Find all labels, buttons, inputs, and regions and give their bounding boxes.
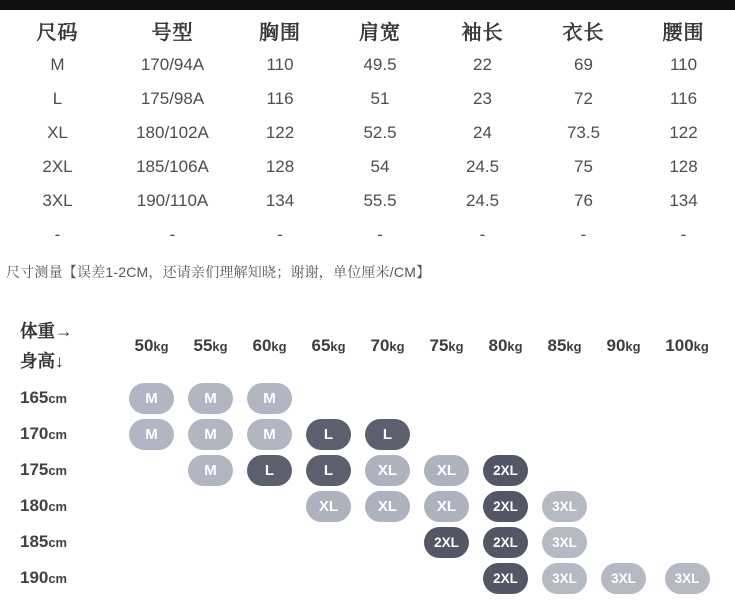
matrix-cell xyxy=(535,488,594,524)
size-table-cell: 134 xyxy=(669,191,698,210)
size-badge: 3XL xyxy=(542,491,587,522)
height-weight-matrix xyxy=(0,312,735,596)
size-table-cell: 73.5 xyxy=(566,123,601,142)
size-table-header-cell: 胸围 xyxy=(259,21,301,44)
matrix-cell xyxy=(535,416,594,452)
size-table-cell: 72 xyxy=(574,89,593,108)
matrix-cell xyxy=(417,524,476,560)
size-badge: M xyxy=(247,419,292,450)
size-badge: L xyxy=(365,419,410,450)
size-table-cell: M xyxy=(50,55,65,74)
weight-header-label: 50 kg xyxy=(134,336,169,355)
measurement-note: 尺寸测量【误差1-2CM，还请亲们理解知晓；谢谢，单位厘米/CM】 xyxy=(6,264,431,280)
size-table-cell: 116 xyxy=(266,89,294,108)
size-table-cell: 69 xyxy=(574,55,593,74)
matrix-cell xyxy=(653,416,721,452)
matrix-cell xyxy=(417,380,476,416)
size-table-header-cell: 尺码 xyxy=(36,21,79,44)
matrix-cell xyxy=(181,416,240,452)
matrix-cell xyxy=(417,488,476,524)
size-table-cell: 76 xyxy=(574,191,593,210)
corner-height-label: 身高↓ xyxy=(20,351,64,371)
size-table-header-cell: 衣长 xyxy=(562,21,605,44)
size-badge: 2XL xyxy=(483,527,528,558)
matrix-cell xyxy=(594,488,653,524)
matrix-cell xyxy=(299,380,358,416)
size-table-cell: 190/110A xyxy=(136,191,209,210)
weight-header-label: 55 kg xyxy=(193,336,228,355)
matrix-cell xyxy=(476,452,535,488)
size-table-cell: 55.5 xyxy=(363,191,397,210)
height-row-label: 170 cm xyxy=(20,424,68,443)
size-table-cell: 175/98A xyxy=(140,89,205,108)
size-badge: 2XL xyxy=(483,455,528,486)
matrix-cell xyxy=(299,524,358,560)
size-table-cell: - xyxy=(54,225,61,244)
size-table-cell: 52.5 xyxy=(363,123,397,142)
matrix-cell xyxy=(476,524,535,560)
matrix-cell xyxy=(240,380,299,416)
size-table-cell: - xyxy=(580,225,587,244)
size-table-header-cell: 号型 xyxy=(151,21,194,44)
size-badge: M xyxy=(188,419,233,450)
size-badge: 2XL xyxy=(483,491,528,522)
size-table-row xyxy=(0,150,735,184)
size-table-cell: 24.5 xyxy=(465,191,500,210)
matrix-cell xyxy=(594,452,653,488)
weight-header-label: 90 kg xyxy=(606,336,641,355)
size-badge: L xyxy=(306,419,351,450)
matrix-cell xyxy=(181,488,240,524)
matrix-cell xyxy=(653,452,721,488)
size-badge: 2XL xyxy=(424,527,469,558)
matrix-cell xyxy=(358,416,417,452)
matrix-cell xyxy=(594,380,653,416)
matrix-cell xyxy=(653,560,721,596)
size-table-cell: 22 xyxy=(473,55,492,74)
size-table-cell: 122 xyxy=(669,123,698,142)
size-table-cell: - xyxy=(277,225,283,244)
matrix-cell xyxy=(122,380,181,416)
size-badge: XL xyxy=(365,491,410,522)
size-table-cell: - xyxy=(479,225,486,244)
matrix-cell xyxy=(299,416,358,452)
size-table-cell: 110 xyxy=(266,55,294,74)
matrix-cell xyxy=(240,524,299,560)
size-table-cell: 116 xyxy=(669,89,698,108)
size-table-body xyxy=(0,48,735,252)
size-table-cell: 170/94A xyxy=(140,55,205,74)
size-table-cell: 54 xyxy=(370,157,390,176)
matrix-cell xyxy=(417,452,476,488)
size-badge: M xyxy=(129,419,174,450)
height-row-label: 190 cm xyxy=(20,568,68,587)
size-table-cell: 134 xyxy=(265,191,295,210)
size-badge: XL xyxy=(365,455,410,486)
size-table xyxy=(0,12,735,252)
weight-header-label: 65 kg xyxy=(311,336,346,355)
matrix-cell xyxy=(122,416,181,452)
size-badge: 2XL xyxy=(483,563,528,594)
matrix-cell xyxy=(122,488,181,524)
size-table-header-cell: 肩宽 xyxy=(359,21,401,44)
size-badge: L xyxy=(247,455,292,486)
size-table-cell: - xyxy=(680,225,687,244)
weight-header-label: 85 kg xyxy=(547,336,582,355)
size-badge: 3XL xyxy=(542,563,587,594)
size-table-row xyxy=(0,116,735,150)
matrix-cell xyxy=(653,524,721,560)
size-table-row xyxy=(0,184,735,218)
matrix-cell xyxy=(653,488,721,524)
size-badge: 3XL xyxy=(665,563,710,594)
matrix-cell xyxy=(240,452,299,488)
size-badge: L xyxy=(306,455,351,486)
matrix-cell xyxy=(299,488,358,524)
size-table-row xyxy=(0,48,735,82)
matrix-cell xyxy=(122,560,181,596)
size-table-cell: L xyxy=(52,89,63,108)
matrix-cell xyxy=(358,560,417,596)
matrix-cell xyxy=(535,380,594,416)
size-table-header-cell: 袖长 xyxy=(461,21,504,44)
height-row-label: 175 cm xyxy=(20,460,68,479)
matrix-cell xyxy=(240,416,299,452)
size-table-cell: 128 xyxy=(669,157,698,176)
matrix-cell xyxy=(358,524,417,560)
weight-header-label: 70 kg xyxy=(370,336,405,355)
size-table-header-cell: 腰围 xyxy=(662,21,705,44)
size-badge: XL xyxy=(424,491,469,522)
matrix-cell xyxy=(358,452,417,488)
size-table-cell: 49.5 xyxy=(363,55,397,74)
matrix-cell xyxy=(476,560,535,596)
size-table-cell: 24 xyxy=(473,123,492,142)
size-table-header-row xyxy=(0,12,735,48)
matrix-cell xyxy=(535,524,594,560)
matrix-cell xyxy=(417,560,476,596)
matrix-cell xyxy=(122,524,181,560)
matrix-cell xyxy=(358,488,417,524)
size-table-cell: 185/106A xyxy=(136,157,209,176)
size-badge: 3XL xyxy=(542,527,587,558)
matrix-grid xyxy=(0,312,735,596)
size-badge: XL xyxy=(306,491,351,522)
matrix-cell xyxy=(594,416,653,452)
matrix-cell xyxy=(476,380,535,416)
matrix-cell xyxy=(653,380,721,416)
matrix-cell xyxy=(535,560,594,596)
size-badge: 3XL xyxy=(601,563,646,594)
size-table-cell: - xyxy=(169,225,176,244)
size-table-cell: 3XL xyxy=(42,191,73,210)
size-table-cell: XL xyxy=(47,123,68,142)
height-row-label: 185 cm xyxy=(20,532,68,551)
matrix-cell xyxy=(299,452,358,488)
size-badge: M xyxy=(188,455,233,486)
height-row-label: 165 cm xyxy=(20,388,68,407)
matrix-cell xyxy=(476,488,535,524)
matrix-cell xyxy=(594,524,653,560)
matrix-cell xyxy=(181,560,240,596)
top-black-bar xyxy=(0,0,735,10)
size-table-cell: 122 xyxy=(265,123,295,142)
size-table-cell: 180/102A xyxy=(136,123,209,142)
weight-header-label: 60 kg xyxy=(252,336,287,355)
size-table-cell: 23 xyxy=(473,89,492,108)
matrix-cell xyxy=(417,416,476,452)
weight-header-label: 100 kg xyxy=(665,336,709,355)
matrix-cell xyxy=(240,488,299,524)
size-badge: M xyxy=(129,383,174,414)
size-table-cell: 2XL xyxy=(42,157,73,176)
size-table-cell: 110 xyxy=(669,55,698,74)
matrix-corner xyxy=(0,312,122,380)
matrix-cell xyxy=(240,560,299,596)
matrix-cell xyxy=(299,560,358,596)
matrix-cell xyxy=(358,380,417,416)
weight-header-label: 75 kg xyxy=(429,336,464,355)
size-table-cell: 75 xyxy=(574,157,593,176)
matrix-cell xyxy=(181,524,240,560)
size-table-row xyxy=(0,218,735,252)
size-table-row xyxy=(0,82,735,116)
height-row-label: 180 cm xyxy=(20,496,68,515)
size-table-cell: 24.5 xyxy=(465,157,500,176)
matrix-cell xyxy=(476,416,535,452)
matrix-cell xyxy=(122,452,181,488)
size-table-cell: 128 xyxy=(265,157,295,176)
size-badge: XL xyxy=(424,455,469,486)
corner-weight-label: 体重→ xyxy=(20,321,73,341)
size-badge: M xyxy=(188,383,233,414)
matrix-cell xyxy=(181,452,240,488)
matrix-cell xyxy=(594,560,653,596)
matrix-cell xyxy=(181,380,240,416)
size-badge: M xyxy=(247,383,292,414)
weight-header-label: 80 kg xyxy=(488,336,523,355)
size-table-cell: 51 xyxy=(370,89,390,108)
size-table-cell: - xyxy=(377,225,383,244)
matrix-cell xyxy=(535,452,594,488)
